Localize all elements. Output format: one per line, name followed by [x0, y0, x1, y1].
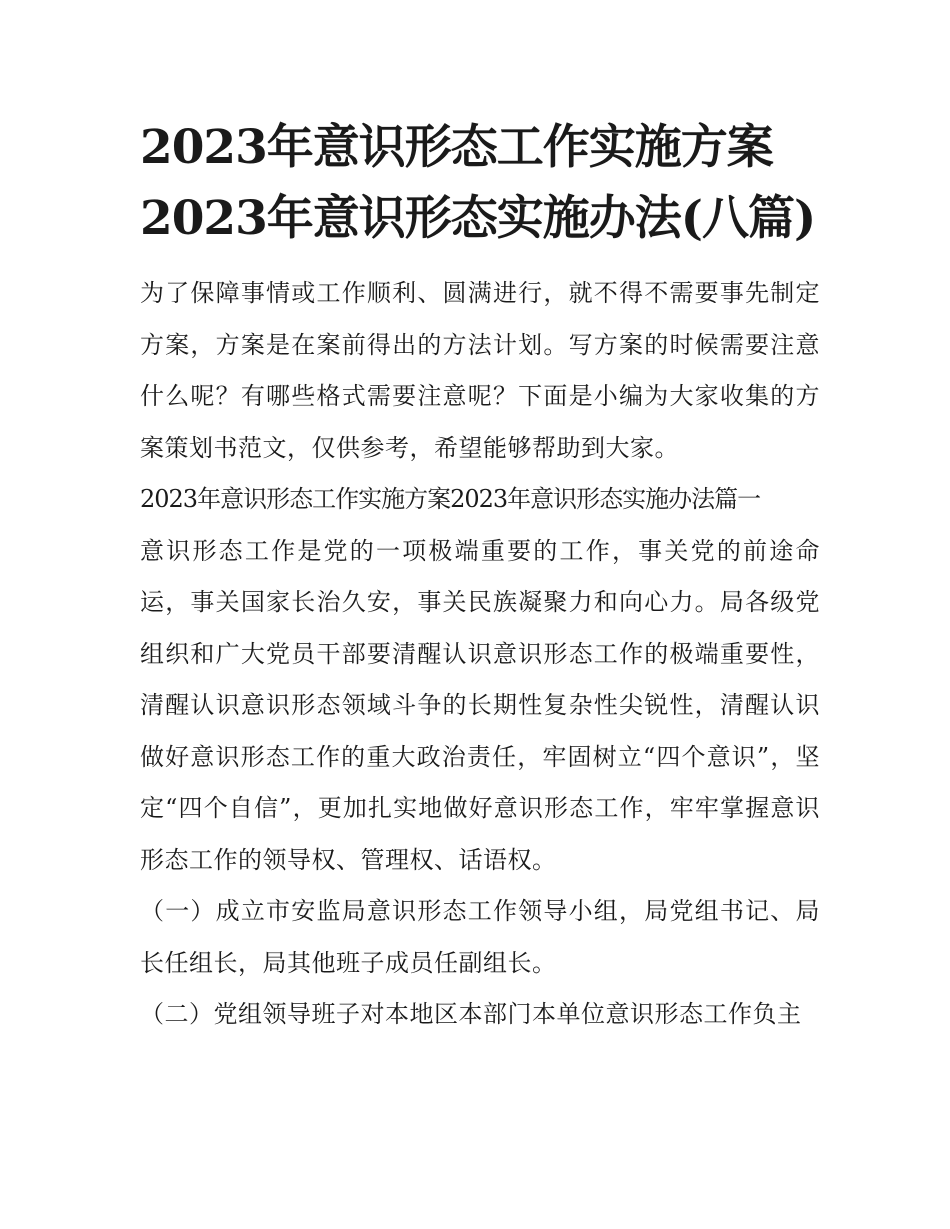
list-item-2: （二）党组领导班子对本地区本部门本单位意识形态工作负主	[140, 1000, 802, 1028]
section-heading: 2023年意识形态工作实施方案2023年意识形态实施办法篇一	[140, 485, 761, 513]
body-paragraph: 意识形态工作是党的一项极端重要的工作，事关党的前途命运，事关国家长治久安，事关民族凝聚力和向心力。局各级党组织和广大党员干部要清醒认识意识形态工作的极端重要性，清醒认识意识形态领域斗争的长期性复杂性尖锐性，清醒认识做好意识形态工作的重大政治责任，牢固树立“四个意识”，坚定“四个自信”，更加扎实地做好意识形态工作，牢牢掌握意识形态工作的领导权、管理权、话语权。	[140, 536, 820, 874]
title-line-1: 2023年意识形态工作实施方案	[140, 120, 773, 175]
document-title	[140, 112, 820, 254]
intro-paragraph: 为了保障事情或工作顺利、圆满进行，就不得不需要事先制定方案，方案是在案前得出的方法计划。写方案的时候需要注意什么呢？有哪些格式需要注意呢？下面是小编为大家收集的方案策划书范文，仅供参考，希望能够帮助到大家。	[140, 279, 820, 462]
document-page	[140, 112, 820, 1041]
list-item-1: （一）成立市安监局意识形态工作领导小组，局党组书记、局长任组长，局其他班子成员任副组长。	[140, 897, 820, 977]
title-line-2: 2023年意识形态实施办法(八篇)	[140, 191, 816, 246]
document-body	[140, 268, 820, 1041]
